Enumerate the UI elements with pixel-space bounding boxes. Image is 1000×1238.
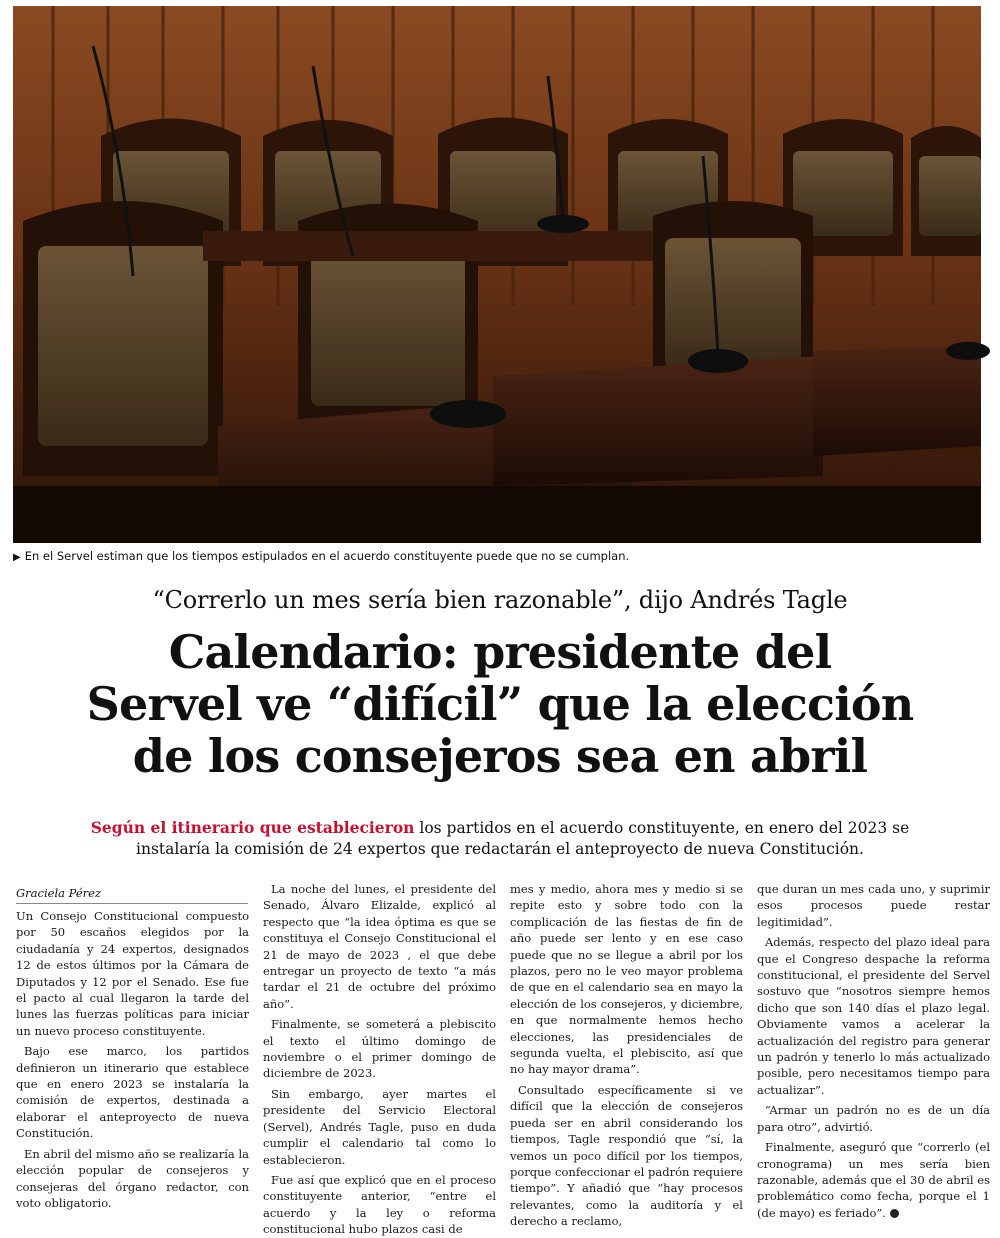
paragraph: Finalmente, se someterá a plebiscito el texto el último domingo de noviembre o el primer domingo de diciembre de 2023. [263, 1017, 496, 1081]
article-column-1 [16, 908, 249, 1210]
lead-highlight: Según el itinerario que establecieron [90, 818, 415, 837]
article-photo [13, 6, 981, 543]
paragraph: Un Consejo Constitucional compuesto por 50 escaños elegidos por la ciudadanía y 24 expertos, designados 12 de estos últimos por la Cámara de Diputados y 12 por el Senado. Ese fue el pacto al cual llegaron la tarde del lunes las fuerzas políticas para iniciar un nuevo proceso constituyente. [16, 909, 249, 1038]
paragraph: que duran un mes cada uno, y suprimir esos procesos puede restar legitimidad”. [757, 882, 990, 929]
paragraph: “Armar un padrón no es de un día para otro”, advirtió. [757, 1103, 990, 1134]
paragraph: Bajo ese marco, los partidos definieron un itinerario que establece que en enero 2023 se instalaría la comisión de expertos, destinada a elaborar el anteproyecto de nueva Constitución. [16, 1044, 249, 1141]
paragraph: Sin embargo, ayer martes el presidente del Servicio Electoral (Servel), Andrés Tagle, puso en duda cumplir el calendario tal como lo establecieron. [263, 1086, 496, 1167]
headline [0, 626, 1000, 782]
caption-text: En el Servel estiman que los tiempos estipulados en el acuerdo constituyente puede que no se cumplan. [24, 549, 630, 563]
article-column-2 [263, 881, 496, 1237]
article-column-3 [510, 881, 743, 1229]
lead-paragraph [60, 817, 940, 860]
caption-triangle-icon: ▶ [13, 552, 21, 563]
headline-line-1: Calendario: presidente del [168, 625, 832, 679]
paragraph: mes y medio, ahora mes y medio si se repite esto y sobre todo con la complicación de las fiestas de fin de año puede ser lento y en ese caso puede que no se llegue a abril por los plazos, pero no le veo mayor problema de que en el calendario sea en mayo la elección de los consejeros, y diciembre, en que normalmente hemos hecho elecciones, las presidenciales de segunda vuelta, el plebiscito, así que no hay mayor drama”. [510, 882, 743, 1077]
paragraph: La noche del lunes, el presidente del Senado, Álvaro Elizalde, explicó al respecto que “la idea óptima es que se constituya el Consejo Constitucional el 21 de mayo de 2023 , el que debe entregar un proyecto de texto “a más tardar el 21 de octubre del próximo año”. [263, 882, 496, 1011]
end-of-article-icon [890, 1209, 899, 1218]
chamber-chairs-photo [13, 6, 981, 543]
paragraph: Consultado específicamente si ve difícil que la elección de consejeros pueda ser en abril considerando los tiempos, Tagle respondió que “sí, la vemos un poco difícil por los tiempos, porque confeccionar el padrón requiere tiempo”. Y añadió que “hay procesos relevantes, como la auditoría y el derecho a reclamo, [510, 1082, 743, 1229]
byline: Graciela Pérez [16, 886, 248, 904]
kicker: “Correrlo un mes sería bien razonable”, dijo Andrés Tagle [152, 586, 848, 614]
lead-text: los partidos en el acuerdo constituyente, en enero del 2023 se instalaría la comisión de 24 expertos que redactarán el anteproyecto de nueva Constitución. [136, 819, 910, 858]
photo-caption [13, 549, 983, 563]
article-column-4 [757, 881, 990, 1220]
headline-line-2: Servel ve “difícil” que la elección [86, 677, 914, 731]
paragraph: Fue así que explicó que en el proceso constituyente anterior, “entre el acuerdo y la ley o reforma constitucional hubo plazos casi de [263, 1172, 496, 1237]
paragraph: Además, respecto del plazo ideal para que el Congreso despache la reforma constitucional, el presidente del Servel sostuvo que “nosotros siempre hemos dicho que son 140 días el plazo legal. Obviamente vamos a acelerar la actualización del registro para generar un padrón y tenerlo lo más actualizado posible, pero necesitamos tiempo para actualizar”. [757, 935, 990, 1097]
headline-line-3: de los consejeros sea en abril [132, 729, 868, 783]
paragraph: En abril del mismo año se realizaría la elección popular de consejeros y consejeras del órgano redactor, con voto obligatorio. [16, 1146, 249, 1210]
final-paragraph-text: Finalmente, aseguró que “correrlo (el cronograma) un mes sería bien razonable, además que el 30 de abril es problemático como fecha, porque el 1 (de mayo) es feriado”. [757, 1140, 990, 1220]
paragraph [757, 1139, 990, 1221]
